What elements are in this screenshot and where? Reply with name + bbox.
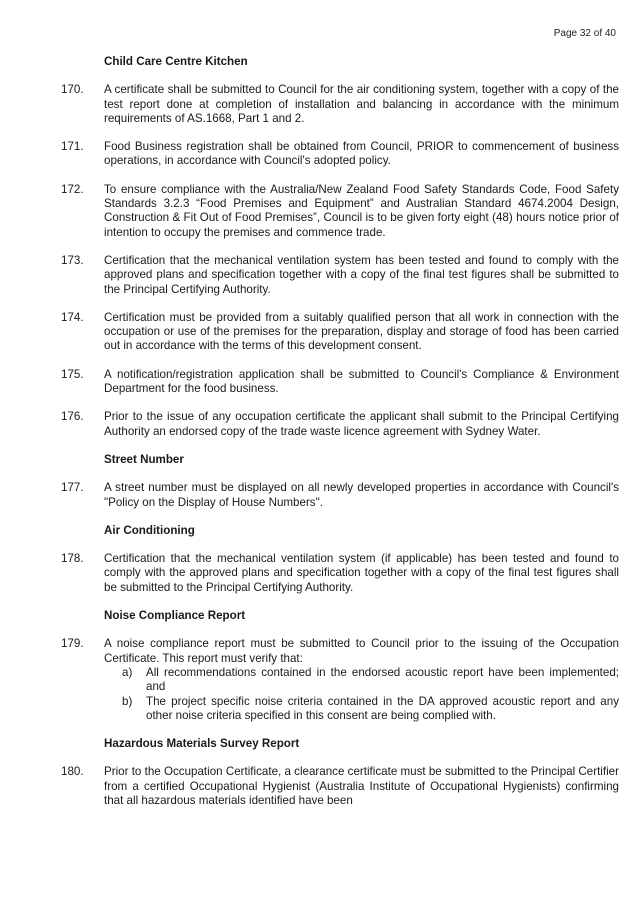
clause-173: [61, 254, 619, 297]
clause-text: A certificate shall be submitted to Council for the air conditioning system, together with a copy of the test report done at completion of installation and balancing in accordance with the minimum requirements of AS.1668, Part 1 and 2.: [104, 83, 619, 125]
clause-number: 179.: [61, 637, 84, 651]
clause-text: A notification/registration application shall be submitted to Council's Compliance & Environment Department for the food business.: [104, 367, 619, 396]
clause-body: [104, 637, 619, 723]
section-heading-air-conditioning: Air Conditioning: [104, 523, 195, 537]
sub-item-b: [122, 695, 619, 724]
clause-170: [61, 83, 619, 126]
clause-number: 173.: [61, 253, 84, 267]
clause-174: [61, 311, 619, 354]
clause-176: [61, 410, 619, 439]
clause-178: [61, 552, 619, 595]
clause-number: 180.: [61, 765, 84, 779]
clause-text: Certification that the mechanical ventilation system (if applicable) has been tested and found to comply with the approved plans and specification together with a copy of the final test figures shall be submitted to the Principal Certifying Authority.: [104, 552, 619, 594]
clause-text: A noise compliance report must be submitted to Council prior to the issuing of the Occupation Certificate. This report must verify that:: [104, 637, 619, 665]
section-heading-kitchen: Child Care Centre Kitchen: [104, 55, 248, 68]
clause-text: Certification must be provided from a suitably qualified person that all work in connection with the occupation or use of the premises for the preparation, display and storage of food has been carried out in accordance with the terms of this development consent.: [104, 310, 619, 353]
clause-180: [61, 765, 619, 808]
section-heading-street-number: Street Number: [104, 452, 184, 466]
clause-text: Certification that the mechanical ventilation system has been tested and found to comply with the approved plans and specification together with a copy of the final test figures shall be submitted to the Principal Certifying Authority.: [104, 253, 619, 296]
clause-177: [61, 481, 619, 510]
clause-number: 175.: [61, 367, 84, 381]
clause-171: [61, 140, 619, 169]
clause-text: A street number must be displayed on all newly developed properties in accordance with Council's "Policy on the Display of House Numbers".: [104, 481, 619, 509]
sub-item-text: All recommendations contained in the endorsed acoustic report have been implemented; and: [146, 665, 619, 694]
sub-item-a: [122, 666, 619, 695]
document-body: [61, 55, 619, 822]
sub-item-text: The project specific noise criteria contained in the DA approved acoustic report and any other noise criteria specified in this consent are being complied with.: [146, 694, 619, 722]
clause-number: 176.: [61, 410, 84, 424]
clause-number: 170.: [61, 83, 84, 97]
clause-text: Prior to the issue of any occupation certificate the applicant shall submit to the Principal Certifying Authority an endorsed copy of the trade waste licence agreement with Sydney Water.: [104, 410, 619, 438]
clause-172: [61, 183, 619, 240]
clause-number: 177.: [61, 481, 84, 495]
clause-number: 178.: [61, 552, 84, 566]
sub-item-label: a): [122, 665, 133, 679]
clause-number: 172.: [61, 182, 84, 196]
clause-179: [61, 637, 619, 723]
clause-text: To ensure compliance with the Australia/New Zealand Food Safety Standards Code, Food Safety Standards 3.2.3 “Food Premises and Equipment” and Australian Standard 4674.2004 Design, Construction & Fit Out of Food Premises”, Council is to be given forty eight (48) hours notice prior of intention to occupy the premises and commence trade.: [104, 182, 619, 239]
sub-item-list: [104, 666, 619, 723]
section-heading-noise-compliance: Noise Compliance Report: [104, 609, 246, 623]
clause-text: Food Business registration shall be obtained from Council, PRIOR to commencement of business operations, in accordance with Council's adopted policy.: [104, 140, 619, 168]
clause-number: 171.: [61, 140, 84, 154]
clause-number: 174.: [61, 310, 84, 324]
clause-text: Prior to the Occupation Certificate, a clearance certificate must be submitted to the Principal Certifier from a certified Occupational Hygienist (Australia Institute of Occupational Hygienists) confirming that all hazardous materials identified have been: [104, 765, 619, 807]
sub-item-label: b): [122, 694, 133, 708]
page-number: Page 32 of 40: [553, 28, 616, 39]
clause-175: [61, 368, 619, 397]
section-heading-hazardous-materials: Hazardous Materials Survey Report: [104, 737, 300, 751]
